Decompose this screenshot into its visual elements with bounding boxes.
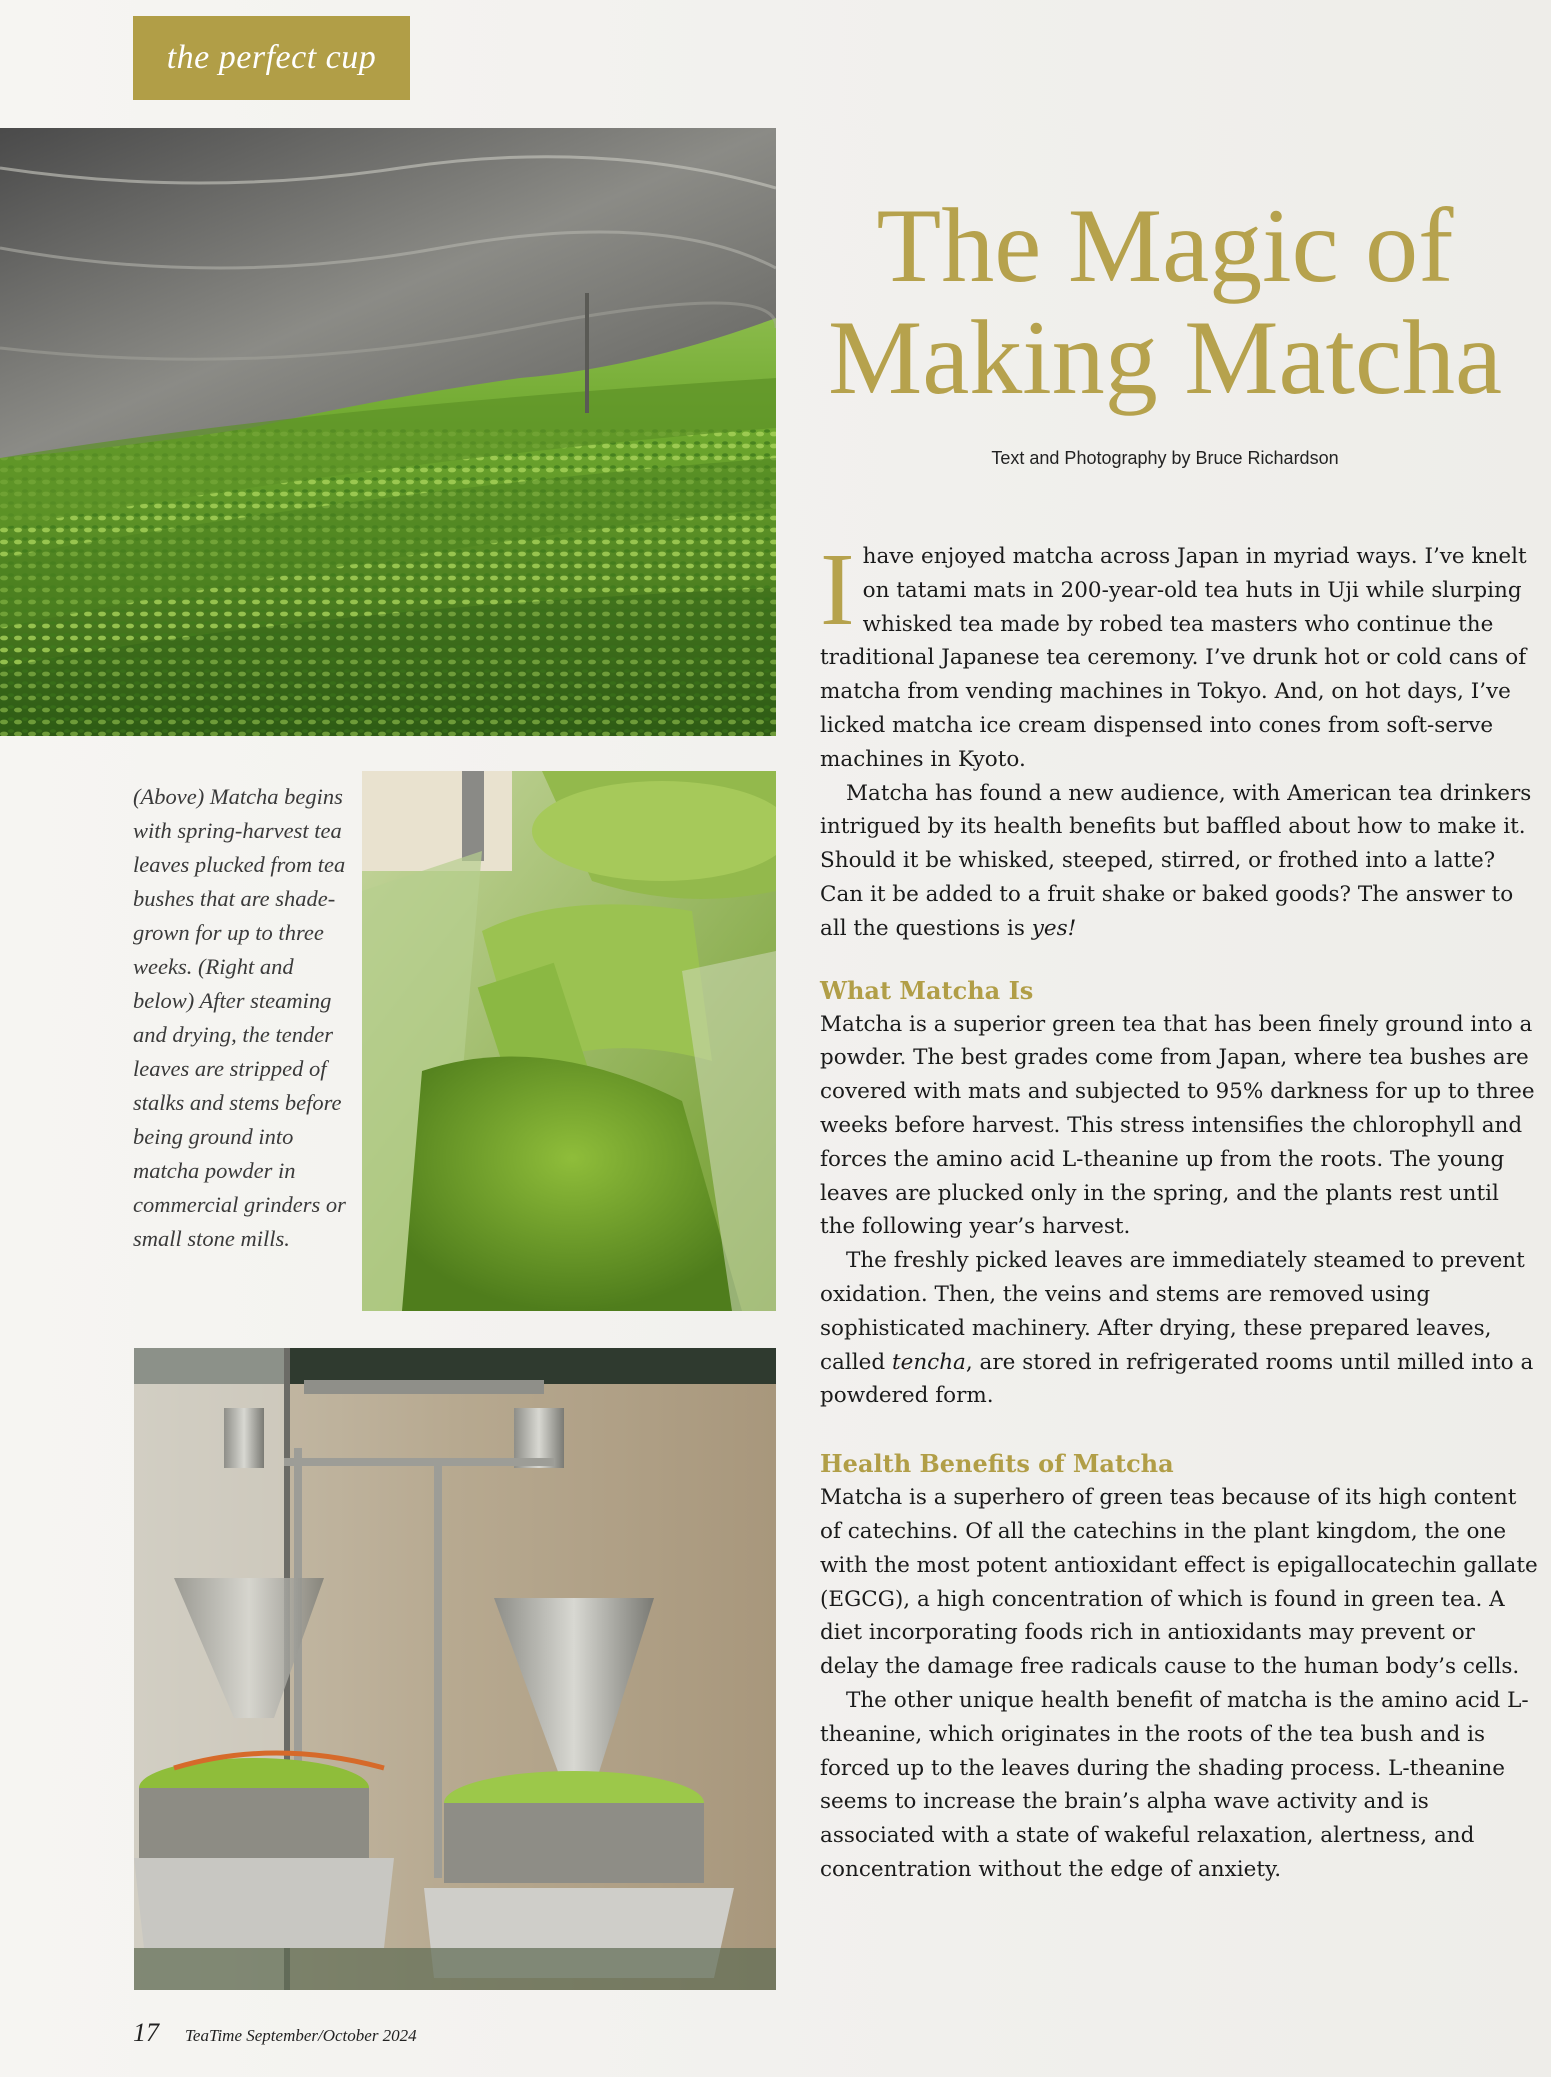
- matcha-grinder-photo: [362, 771, 776, 1311]
- section-tag-label: the perfect cup: [166, 39, 377, 76]
- stone-mills-photo: [134, 1348, 776, 1990]
- magazine-issue: TeaTime September/October 2024: [185, 2026, 417, 2045]
- paragraph-2-text: Matcha has found a new audience, with American tea drinkers intrigued by its health benefits but baffled about how to make it. Should it be whisked, steeped, stirred, or frothed into a latte? Can it be added to a fruit shake or baked goods? The answer to all the questions is: [820, 780, 1532, 941]
- photo-caption: (Above) Matcha begins with spring-harvest tea leaves plucked from tea bushes that are shade-grown for up to three weeks. (Right and below) After steaming and drying, the tender leaves are stripped of stalks and stems before being ground into matcha powder in commercial grinders or small stone mills.: [133, 784, 346, 1251]
- paragraph-2-emphasis: yes!: [1031, 915, 1077, 941]
- paragraph-4: [820, 1244, 1540, 1413]
- intro-text: have enjoyed matcha across Japan in myriad ways. I’ve knelt on tatami mats in 200-year-old tea huts in Uji while slurping whisked tea made by robed tea masters who continue the traditional Japanese tea ceremony. I’ve drunk hot or cold cans of matcha from vending machines in Tokyo. And, on hot days, I’ve licked matcha ice cream dispensed into cones from soft-serve machines in Kyoto.: [820, 544, 1527, 772]
- paragraph-6: The other unique health benefit of matcha is the amino acid L-theanine, which originates in the roots of the tea bush and is forced up to the leaves during the shading process. L-theanine seems to increase the brain’s alpha wave activity and is associated with a state of wakeful relaxation, alertness, and concentration without the edge of anxiety.: [820, 1687, 1529, 1882]
- title-line-1: The Magic of: [876, 187, 1454, 304]
- paragraph-4-emphasis: tencha: [891, 1349, 966, 1375]
- heading-what-matcha-is: What Matcha Is: [820, 975, 1034, 1005]
- paragraph-3: Matcha is a superior green tea that has been finely ground into a powder. The best grades come from Japan, where tea bushes are covered with mats and subjected to 95% darkness for up to three weeks before harvest. This stress intensifies the chlorophyll and forces the amino acid L-theanine up from the roots. The young leaves are plucked only in the spring, and the plants rest until the following year’s harvest.: [820, 1011, 1535, 1240]
- tea-field-photo: [0, 128, 776, 736]
- paragraph-5: Matcha is a superhero of green teas because of its high content of catechins. Of all the catechins in the plant kingdom, the one with the most potent antioxidant effect is epigallocatechin gallate (EGCG), a high concentration of which is found in green tea. A diet incorporating foods rich in antioxidants may prevent or delay the damage free radicals cause to the human body’s cells.: [820, 1485, 1538, 1680]
- article-body: [820, 532, 1540, 1887]
- drop-cap: I: [820, 532, 855, 647]
- byline: Text and Photography by Bruce Richardson: [991, 448, 1339, 468]
- page-number: 17: [133, 2018, 159, 2047]
- intro-paragraph: [820, 532, 1540, 777]
- paragraph-4-text-a: The freshly picked leaves are immediately steamed to prevent oxidation. Then, the veins and stems are removed using sophisticated machinery. After drying, these prepared leaves, called: [820, 1248, 1525, 1375]
- paragraph-4-text-b: , are stored in refrigerated rooms until milled into a powdered form.: [820, 1349, 1534, 1409]
- page-folio: [133, 2018, 417, 2048]
- paragraph-2: [820, 777, 1540, 946]
- section-tag: [133, 16, 410, 100]
- article-title: [780, 187, 1550, 416]
- title-line-2: Making Matcha: [827, 299, 1503, 416]
- heading-health-benefits: Health Benefits of Matcha: [820, 1449, 1174, 1479]
